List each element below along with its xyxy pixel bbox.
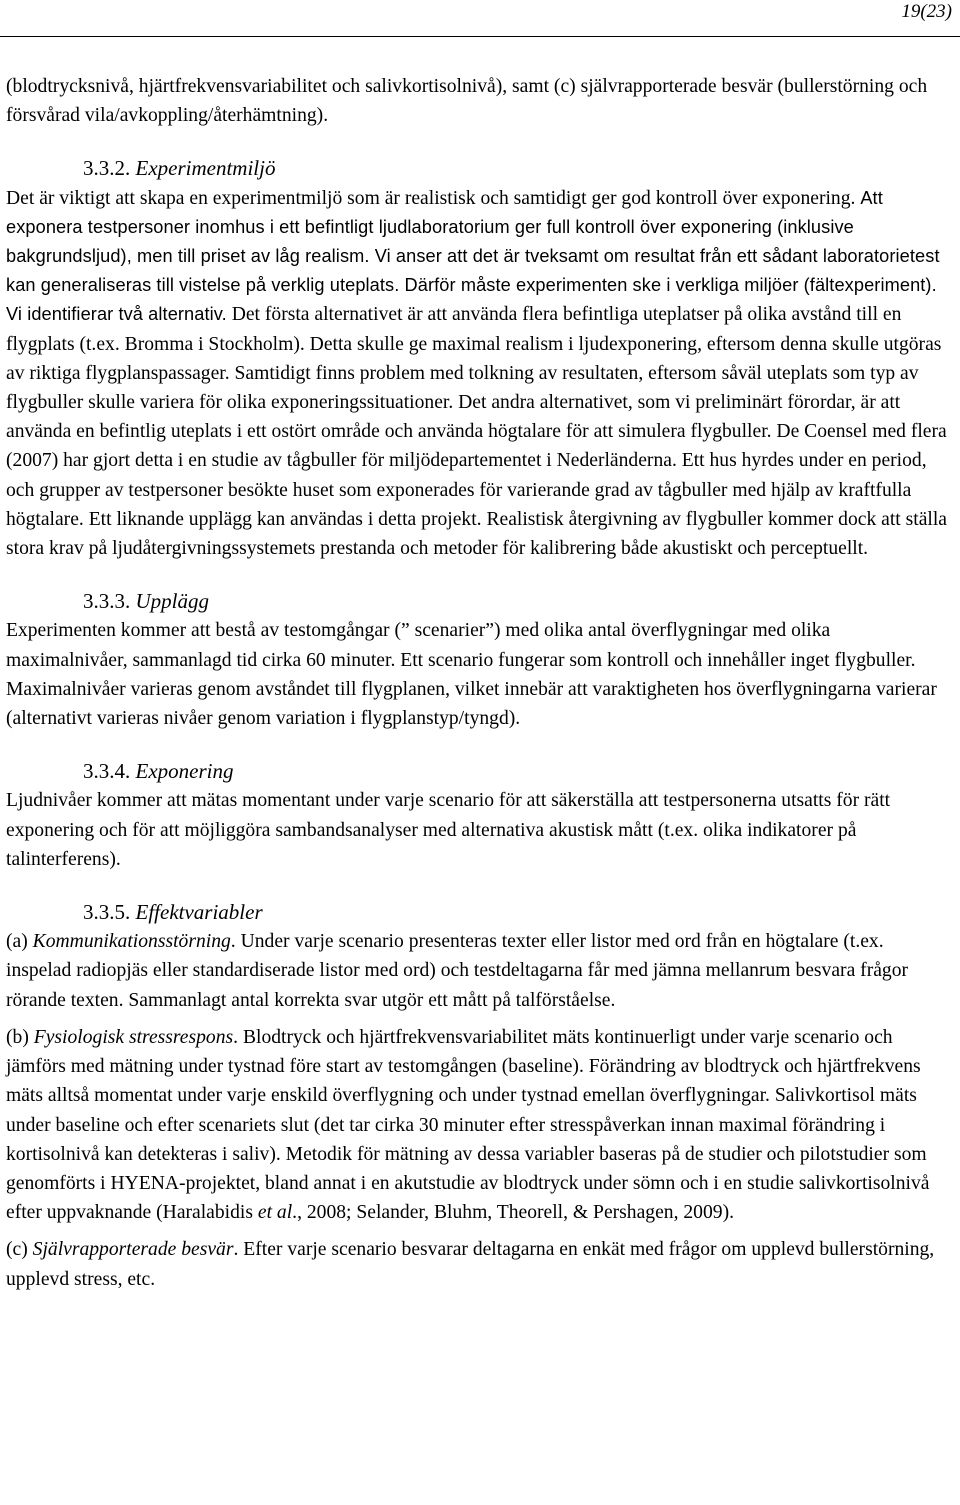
paragraph-text: Det är viktigt att skapa en experimentmiljö som är realistisk och samtidigt ger god kontroll över exponering. (6, 187, 856, 209)
page-number: 19(23) (901, 1, 952, 22)
effect-variable-c (6, 1235, 952, 1293)
section-title: Experimentmiljö (135, 156, 276, 181)
section-3-3-5-heading (83, 898, 952, 927)
item-body: . Efter varje scenario besvarar deltagarna en enkät med frågor om upplevd bullerstörning, upplevd stress, etc. (6, 1239, 935, 1290)
effect-variable-a (6, 927, 952, 1015)
item-term: Självrapporterade besvär (32, 1239, 234, 1261)
item-term: Kommunikationsstörning (32, 931, 231, 953)
paragraph-text: Det första alternativet är att använda flera befintliga uteplatser på olika avstånd till en flygplats (t.ex. Bromma i Stockholm). Detta skulle ge maximal realism i ljudexponering, eftersom denna skulle utgöras av riktiga flygplanspassager. Samtidigt finns problem med tolkning av resultaten, eftersom såväl uteplats som typ av flygbuller skulle variera för olika exponeringssituationer. Det andra alternativet, som vi preliminärt förordar, är att använda en befintlig uteplats i ett ostört område och använda högtalare för att simulera flygbuller. De Coensel med flera (2007) har gjort detta i en studie av tågbuller för miljödepartementet i Nederländerna. Ett hus hyrdes under en period, och grupper av testpersoner besökte huset som exponerades för varierande grad av tågbuller med hjälp av kraftfulla högtalare. Ett liknande upplägg kan användas i detta projekt. Realistisk återgivning av flygbuller kommer dock att ställa stora krav på ljudåtergivningssystemets prestanda och metoder för kalibrering både akustiskt och perceptuellt. (6, 304, 947, 560)
item-body-tail: ., 2008; Selander, Bluhm, Theorell, & Pershagen, 2009). (292, 1202, 734, 1224)
section-3-3-3-heading (83, 587, 952, 616)
item-prefix: (c) (6, 1239, 33, 1261)
section-title: Exponering (135, 759, 234, 784)
section-3-3-4-paragraph: Ljudnivåer kommer att mätas momentant under varje scenario för att säkerställa att testpersonerna utsatts för rätt exponering och för att möjliggöra sambandsanalyser med alternativa akustisk mått (t.ex. olika indikatorer på talinterferens). (6, 790, 891, 870)
section-number: 3.3.3. (83, 589, 131, 614)
section-number: 3.3.2. (83, 156, 131, 181)
item-body: . Under varje scenario presenteras texter eller listor med ord från en högtalare (t.ex. inspelad radiopjäs eller standardiserade listor med ord) och testdeltagarna får med jämna mellanrum besvara frågor rörande texten. Sammanlagt antal korrekta svar utgör ett mått på talförståelse. (6, 931, 909, 1011)
section-number: 3.3.5. (83, 900, 131, 925)
item-body: . Blodtryck och hjärtfrekvensvariabilitet mäts kontinuerligt under varje scenario och jämförs med mätning under tystnad före start av testomgången (baseline). Förändring av blodtryck och hjärtfrekvens mäts alltså momentat under varje enskild överflygning och under tystnad emellan överflygningar. Salivkortisol mäts under baseline och efter scenariets slut (det tar cirka 30 minuter efter stresspåverkan innan maximal förändring i kortisolnivå kan detekteras i saliv). Metodik för mätning av dessa variabler baseras på de studier och pilotstudier som genomförts i HYENA-projektet, bland annat i en akutstudie av blodtryck under sömn och i en studie salivkortisolnivå efter uppvaknande (Haralabidis (6, 1026, 930, 1224)
section-title: Upplägg (135, 589, 209, 614)
citation-et-al: et al (257, 1202, 293, 1224)
section-3-3-2-paragraph (6, 184, 952, 564)
section-title: Effektvariabler (135, 900, 263, 925)
section-3-3-2-heading (83, 154, 952, 183)
item-term: Fysiologisk stressrespons (33, 1026, 234, 1048)
item-prefix: (a) (6, 931, 33, 953)
item-prefix: (b) (6, 1026, 34, 1048)
intro-continuation-paragraph: (blodtrycksnivå, hjärtfrekvensvariabilitet och salivkortisolnivå), samt (c) självrapporterade besvär (bullerstörning och försvårad vila/avkoppling/återhämtning). (6, 76, 928, 127)
page-content (6, 72, 952, 1294)
section-3-3-3-paragraph: Experimenten kommer att bestå av testomgångar (” scenarier”) med olika antal överflygningar med olika maximalnivåer, sammanlagd tid cirka 60 minuter. Ett scenario fungerar som kontroll och innehåller inget flygbuller. Maximalnivåer varieras genom avståndet till flygplanen, vilket innebär att varaktigheten hos överflygningarna varierar (alternativt varieras nivåer genom variation i flygplanstyp/tyngd). (6, 620, 937, 730)
header-rule (0, 36, 960, 37)
section-number: 3.3.4. (83, 759, 131, 784)
section-3-3-4-heading (83, 757, 952, 786)
effect-variable-b (6, 1023, 952, 1227)
paragraph-text-sans: Att exponera testpersoner inomhus i ett befintligt ljudlaboratorium ger full kontroll över exponering (inklusive bakgrundsljud), men till priset av låg realism. Vi anser att det är tveksamt om resultat från ett sådant laboratorietest kan generaliseras till vistelse på verklig uteplats. Därför måste experimenten ske i verkliga miljöer (fältexperiment). Vi identifierar två alternativ. (6, 187, 940, 325)
